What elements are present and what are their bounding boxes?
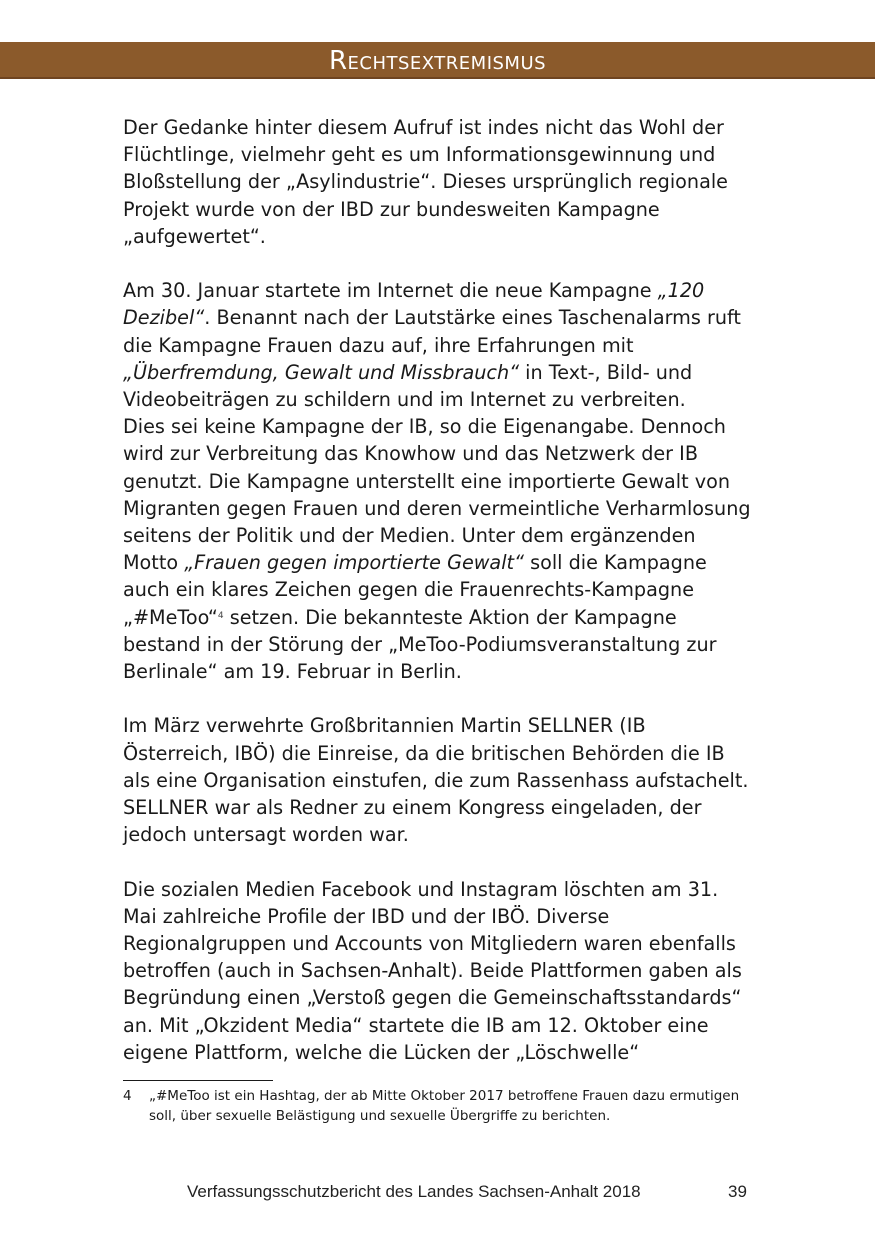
paragraph-3 bbox=[123, 413, 755, 685]
footnote-text: „#MeToo ist ein Hashtag, der ab Mitte Oktober 2017 betroffene Frauen dazu ermutigen soll, über sexuelle Belästigung und sexuelle Übergriffe zu berichten. bbox=[149, 1088, 740, 1124]
section-title: Rechtsextremismus bbox=[328, 46, 547, 76]
paragraph-1: Der Gedanke hinter diesem Aufruf ist indes nicht das Wohl der Flüchtlinge, vielmehr geht es um Informationsgewinnung und Bloßstellung der „Asylindustrie“. Dieses ursprünglich regionale Projekt wurde von der IBD zur bundesweiten Kampagne „aufgewertet“. bbox=[123, 116, 728, 248]
footer-title: Verfassungsschutzbericht des Landes Sachsen-Anhalt 2018 bbox=[187, 1182, 641, 1201]
paragraph-2 bbox=[123, 277, 755, 413]
paragraph-2-text-c: . Benannt nach der Lautstärke eines Taschenalarms ruft die Kampagne Frauen dazu auf, ihre Erfahrungen mit bbox=[123, 306, 741, 357]
paragraph-2-text-a: Am 30. Januar startete im Internet die neue Kampagne bbox=[123, 279, 658, 303]
paragraph-3-text-d: setzen. Die bekannteste Aktion der Kampagne bestand in der Störung der „MeToo-Podiumsveranstaltung zur Berlinale“ am 19. Februar in Berlin. bbox=[123, 605, 717, 684]
quote-ueberfremdung: „Überfremdung, Gewalt und Missbrauch“ bbox=[123, 360, 520, 384]
footnote-divider bbox=[123, 1080, 273, 1081]
paragraph-2-text-e: in Text-, Bild- und Videobeiträgen zu schildern und im Internet zu verbreiten. bbox=[123, 360, 693, 412]
campaign-name-120-dezibel: „120 Dezibel“ bbox=[123, 279, 705, 330]
paragraph-4: Im März verwehrte Großbritannien Martin SELLNER (IB Österreich, IBÖ) die Einreise, da die britischen Behörden die IB als eine Organisation einstufen, die zum Rassenhass aufstachelt. SELLNER war als Redner zu einem Kongress eingeladen, der jedoch untersagt worden war. bbox=[123, 714, 749, 847]
body-text bbox=[123, 114, 755, 1066]
paragraph-5: Die sozialen Medien Facebook und Instagram löschten am 31. Mai zahlreiche Profile der IBD und der IBÖ. Diverse Regionalgruppen und Accounts von Mitgliedern waren ebenfalls betroffen (auch in Sachsen-Anhalt). Beide Plattformen gaben als Begründung einen „Verstoß gegen die Gemeinschaftsstandards“ an. Mit „Okzident Media“ startete die IB am 12. Oktober eine eigene Plattform, welche die Lücken der „Löschwelle“ bbox=[123, 877, 742, 1064]
footnote-reference: 4 bbox=[217, 610, 224, 621]
paragraph-3-text-c: soll die Kampagne auch ein klares Zeichen gegen die Frauenrechts-Kampagne „#MeToo“ bbox=[123, 551, 707, 629]
page-number: 39 bbox=[728, 1182, 747, 1201]
motto-frauen-gegen-gewalt: „Frauen gegen importierte Gewalt“ bbox=[184, 551, 524, 575]
footnote bbox=[123, 1086, 755, 1126]
paragraph-3-text-a: Dies sei keine Kampagne der IB, so die Eigenangabe. Dennoch wird zur Verbreitung das Knowhow und das Netzwerk der IB genutzt. Die Kampagne unterstellt eine importierte Gewalt von Migranten gegen Frauen und deren vermeintliche Verharmlosung seitens der Politik und der Medien. Unter dem ergänzenden Motto bbox=[123, 415, 751, 575]
footnote-number: 4 bbox=[123, 1088, 132, 1104]
